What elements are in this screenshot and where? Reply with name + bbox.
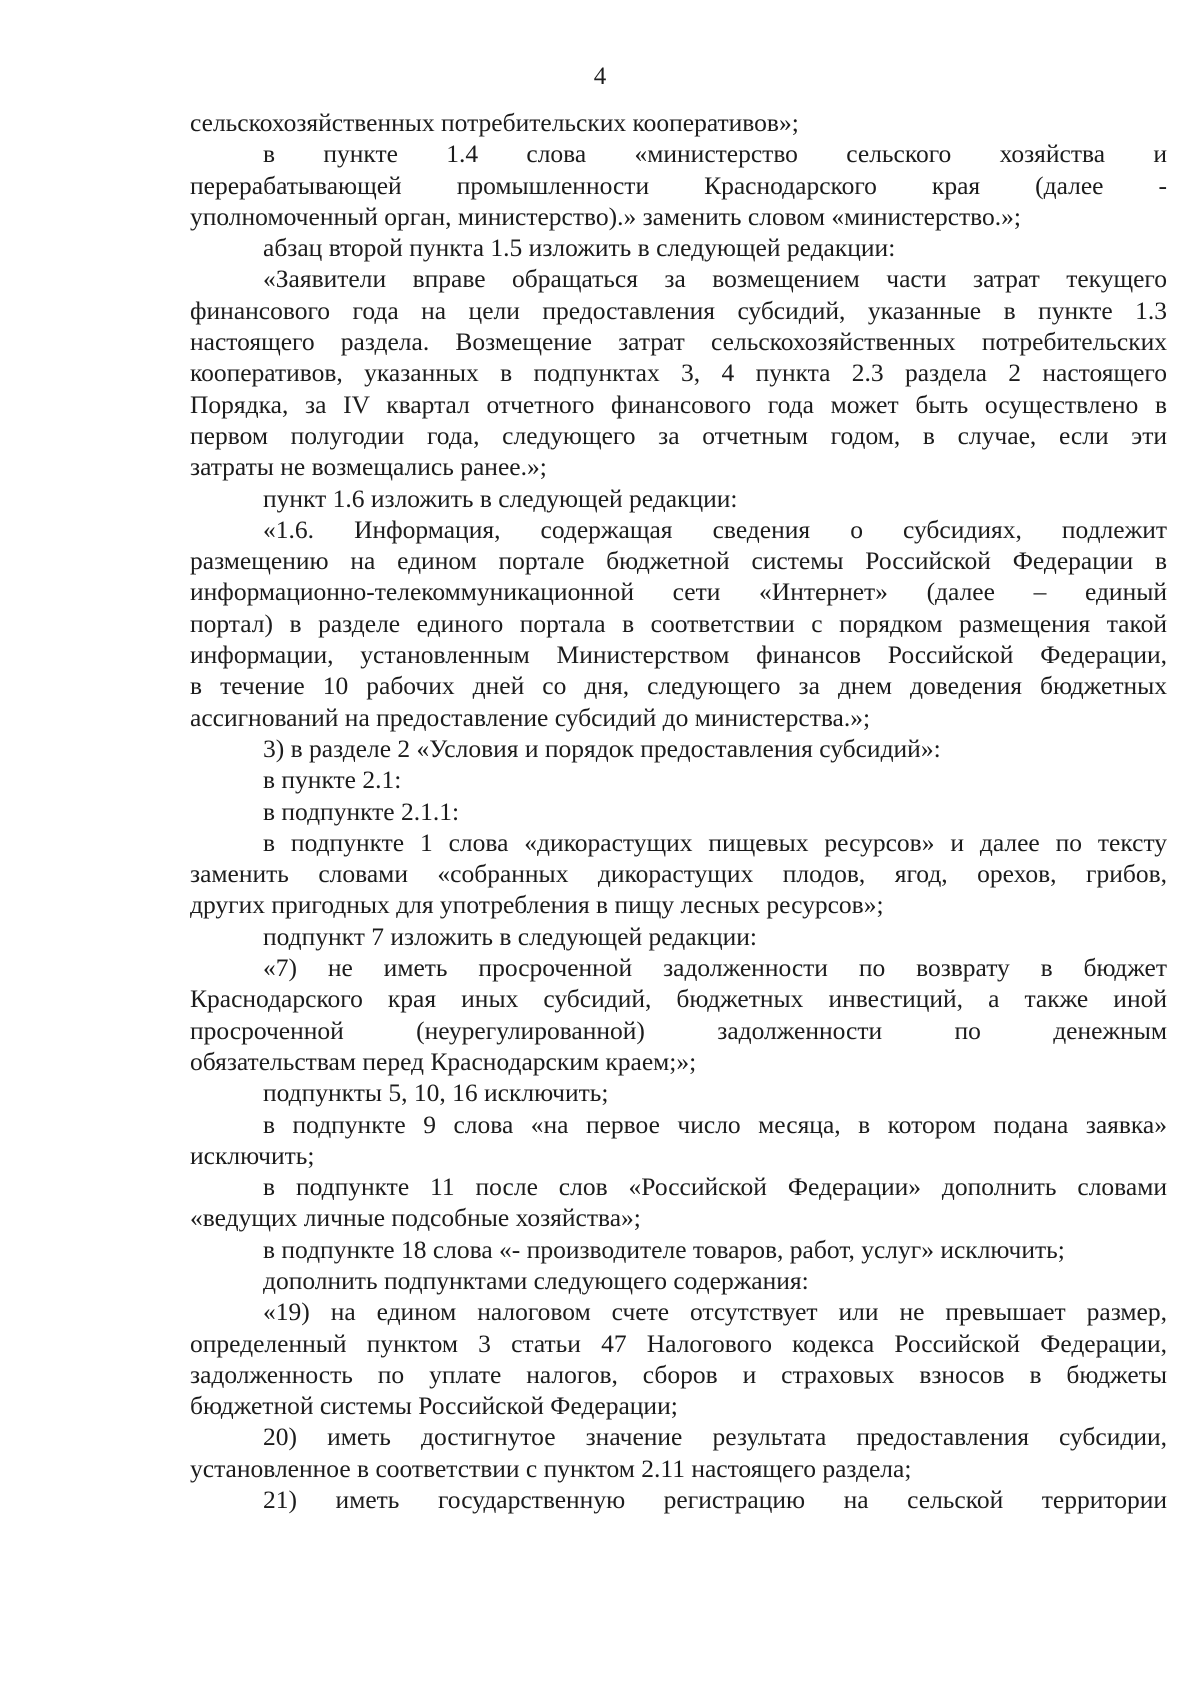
text-line: в пункте 1.4 слова «министерство сельского хозяйства и [263, 139, 1167, 169]
text-line: уполномоченный орган, министерство).» заменить словом «министерство.»; [190, 201, 1021, 231]
text-line: «19) на едином налоговом счете отсутствует или не превышает размер, [263, 1297, 1167, 1327]
text-line: бюджетной системы Российской Федерации; [190, 1391, 678, 1421]
text-line: затраты не возмещались ранее.»; [190, 452, 547, 482]
text-line: в пункте 2.1: [263, 765, 402, 795]
text-line: ассигнований на предоставление субсидий до министерства.»; [190, 702, 871, 732]
text-line: размещению на едином портале бюджетной системы Российской Федерации в [190, 546, 1167, 576]
text-line: пункт 1.6 изложить в следующей редакции: [263, 483, 738, 513]
text-line: Краснодарского края иных субсидий, бюджетных инвестиций, а также иной [190, 984, 1167, 1014]
text-line: настоящего раздела. Возмещение затрат сельскохозяйственных потребительских [190, 327, 1167, 357]
text-line: кооперативов, указанных в подпунктах 3, 4 пункта 2.3 раздела 2 настоящего [190, 358, 1167, 388]
text-line: «7) не иметь просроченной задолженности по возврату в бюджет [263, 953, 1167, 983]
text-line: в подпункте 2.1.1: [263, 796, 460, 826]
text-line: исключить; [190, 1140, 315, 1170]
text-line: информационно-телекоммуникационной сети «Интернет» (далее – единый [190, 577, 1167, 607]
text-line: подпункт 7 изложить в следующей редакции: [263, 921, 757, 951]
text-line: в подпункте 18 слова «- производителе товаров, работ, услуг» исключить; [263, 1234, 1065, 1264]
text-line: «ведущих личные подсобные хозяйства»; [190, 1203, 641, 1233]
text-line: информации, установленным Министерством финансов Российской Федерации, [190, 640, 1167, 670]
text-line: определенный пунктом 3 статьи 47 Налогового кодекса Российской Федерации, [190, 1328, 1167, 1358]
text-line: обязательствам перед Краснодарским краем;»; [190, 1046, 697, 1076]
text-line: заменить словами «собранных дикорастущих плодов, ягод, орехов, грибов, [190, 859, 1167, 889]
text-line: просроченной (неурегулированной) задолженности по денежным [190, 1015, 1167, 1045]
text-line: 21) иметь государственную регистрацию на сельской территории [263, 1485, 1167, 1515]
text-line: 20) иметь достигнутое значение результата предоставления субсидии, [263, 1422, 1167, 1452]
text-line: в подпункте 9 слова «на первое число месяца, в котором подана заявка» [263, 1109, 1167, 1139]
text-line: перерабатывающей промышленности Краснодарского края (далее - [190, 170, 1167, 200]
text-line: «1.6. Информация, содержащая сведения о субсидиях, подлежит [263, 514, 1167, 544]
text-line: сельскохозяйственных потребительских кооперативов»; [190, 108, 799, 137]
document-body [190, 107, 1167, 1515]
text-line: «Заявители вправе обращаться за возмещением части затрат текущего [263, 264, 1167, 294]
text-line: 3) в разделе 2 «Условия и порядок предоставления субсидий»: [263, 733, 941, 763]
text-line: Порядка, за IV квартал отчетного финансового года может быть осуществлено в [190, 389, 1167, 419]
page-number: 4 [593, 63, 607, 90]
text-line: финансового года на цели предоставления субсидий, указанные в пункте 1.3 [190, 295, 1167, 325]
text-line: подпункты 5, 10, 16 исключить; [263, 1078, 609, 1108]
text-line: других пригодных для употребления в пищу лесных ресурсов»; [190, 890, 884, 920]
text-line: первом полугодии года, следующего за отчетным годом, в случае, если эти [190, 420, 1167, 450]
text-line: в подпункте 11 после слов «Российской Федерации» дополнить словами [263, 1172, 1167, 1202]
text-line: в подпункте 1 слова «дикорастущих пищевых ресурсов» и далее по тексту [263, 827, 1167, 857]
text-line: портал) в разделе единого портала в соответствии с порядком размещения такой [190, 608, 1167, 638]
text-line: в течение 10 рабочих дней со дня, следующего за днем доведения бюджетных [190, 671, 1167, 701]
text-line: абзац второй пункта 1.5 изложить в следующей редакции: [263, 233, 896, 263]
text-line: задолженность по уплате налогов, сборов и страховых взносов в бюджеты [190, 1359, 1167, 1389]
text-line: установленное в соответствии с пунктом 2.11 настоящего раздела; [190, 1453, 912, 1483]
text-line: дополнить подпунктами следующего содержания: [263, 1265, 809, 1295]
